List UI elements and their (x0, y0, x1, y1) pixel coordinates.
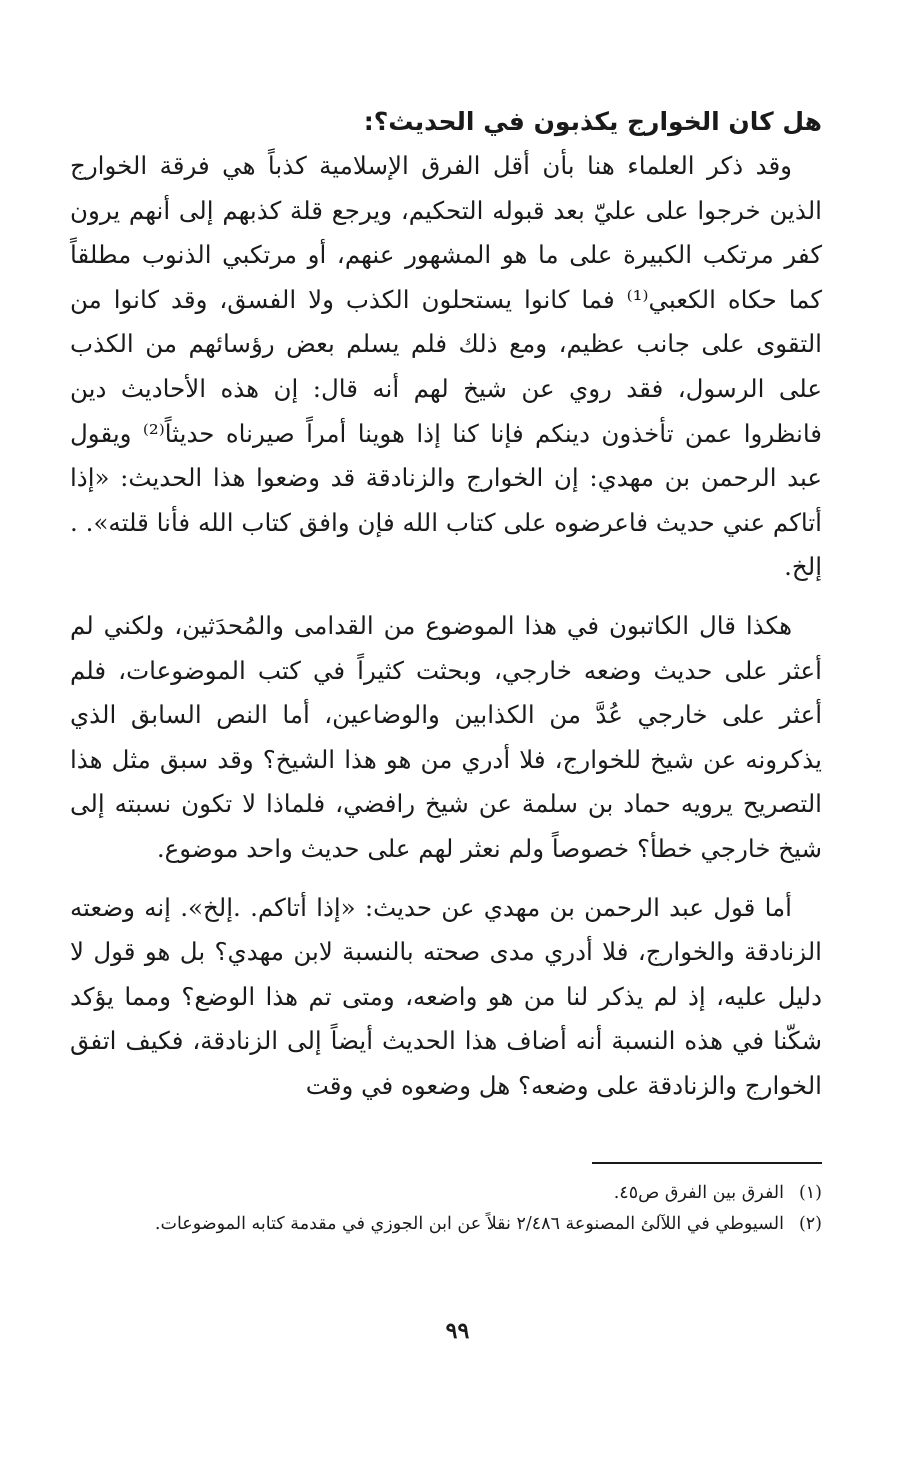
footnote-number: (٢) (798, 1214, 822, 1234)
paragraph-2: هكذا قال الكاتبون في هذا الموضوع من القدامى والمُحدَثين، ولكني لم أعثر على حديث وضعه خارجي، وبحثت كثيراً في كتب الموضوعات، فلم أعثر على خارجي عُدَّ من الكذابين والوضاعين، أما النص السابق الذي يذكرونه عن شيخ للخوارج، فلا أدري من هو هذا الشيخ؟ وقد سبق مثل هذا التصريح يرويه حماد بن سلمة عن شيخ رافضي، فلماذا لا تكون نسبته إلى شيخ خارجي خطأ؟ خصوصاً ولم نعثر لهم على حديث واحد موضوع. (70, 610, 822, 863)
footnote-2 (78, 1209, 822, 1240)
footnote-1 (78, 1178, 822, 1209)
page-number: ٩٩ (445, 1318, 470, 1344)
footnote-text: السيوطي في اللآلئ المصنوعة ٢/٤٨٦ نقلاً عن ابن الجوزي في مقدمة كتابه الموضوعات. (154, 1214, 784, 1234)
paragraph-3: أما قول عبد الرحمن بن مهدي عن حديث: «إذا أتاكم. .إلخ». إنه وضعته الزنادقة والخوارج، فلا أدري مدى صحته بالنسبة لابن مهدي؟ بل هو قول لا دليل عليه، إذ لم يذكر لنا من هو واضعه، ومتى تم هذا الوضع؟ ومما يؤكد شكّنا في هذه النسبة أنه أضاف هذا الحديث أيضاً إلى الزنادقة، فكيف اتفق الخوارج والزنادقة على وضعه؟ هل وضعوه في وقت (70, 892, 822, 1100)
footnote-divider (592, 1162, 822, 1164)
section-heading: هل كان الخوارج يكذبون في الحديث؟: (363, 107, 822, 136)
paragraph-1: وقد ذكر العلماء هنا بأن أقل الفرق الإسلامية كذباً هي فرقة الخوارج الذين خرجوا على عليّ بعد قبوله التحكيم، ويرجع قلة كذبهم إلى أنهم يرون كفر مرتكب الكبيرة على ما هو المشهور عنهم، أو مرتكبي الذنوب مطلقاً كما حكاه الكعبي⁽¹⁾ فما كانوا يستحلون الكذب ولا الفسق، وقد كانوا من التقوى على جانب عظيم، ومع ذلك فلم يسلم بعض رؤسائهم من الكذب على الرسول، فقد روي عن شيخ لهم أنه قال: إن هذه الأحاديث دين فانظروا عمن تأخذون دينكم فإنا كنا إذا هوينا أمراً صيرناه حديثاً⁽²⁾ ويقول عبد الرحمن بن مهدي: إن الخوارج والزنادقة قد وضعوا هذا الحديث: «إذا أتاكم عني حديث فاعرضوه على كتاب الله فإن وافق كتاب الله فأنا قلته». . إلخ. (70, 151, 823, 582)
footnote-text: الفرق بين الفرق ص٤٥. (613, 1183, 784, 1203)
footnote-number: (١) (798, 1183, 822, 1203)
page-body (70, 100, 822, 1108)
footnotes (78, 1178, 822, 1240)
